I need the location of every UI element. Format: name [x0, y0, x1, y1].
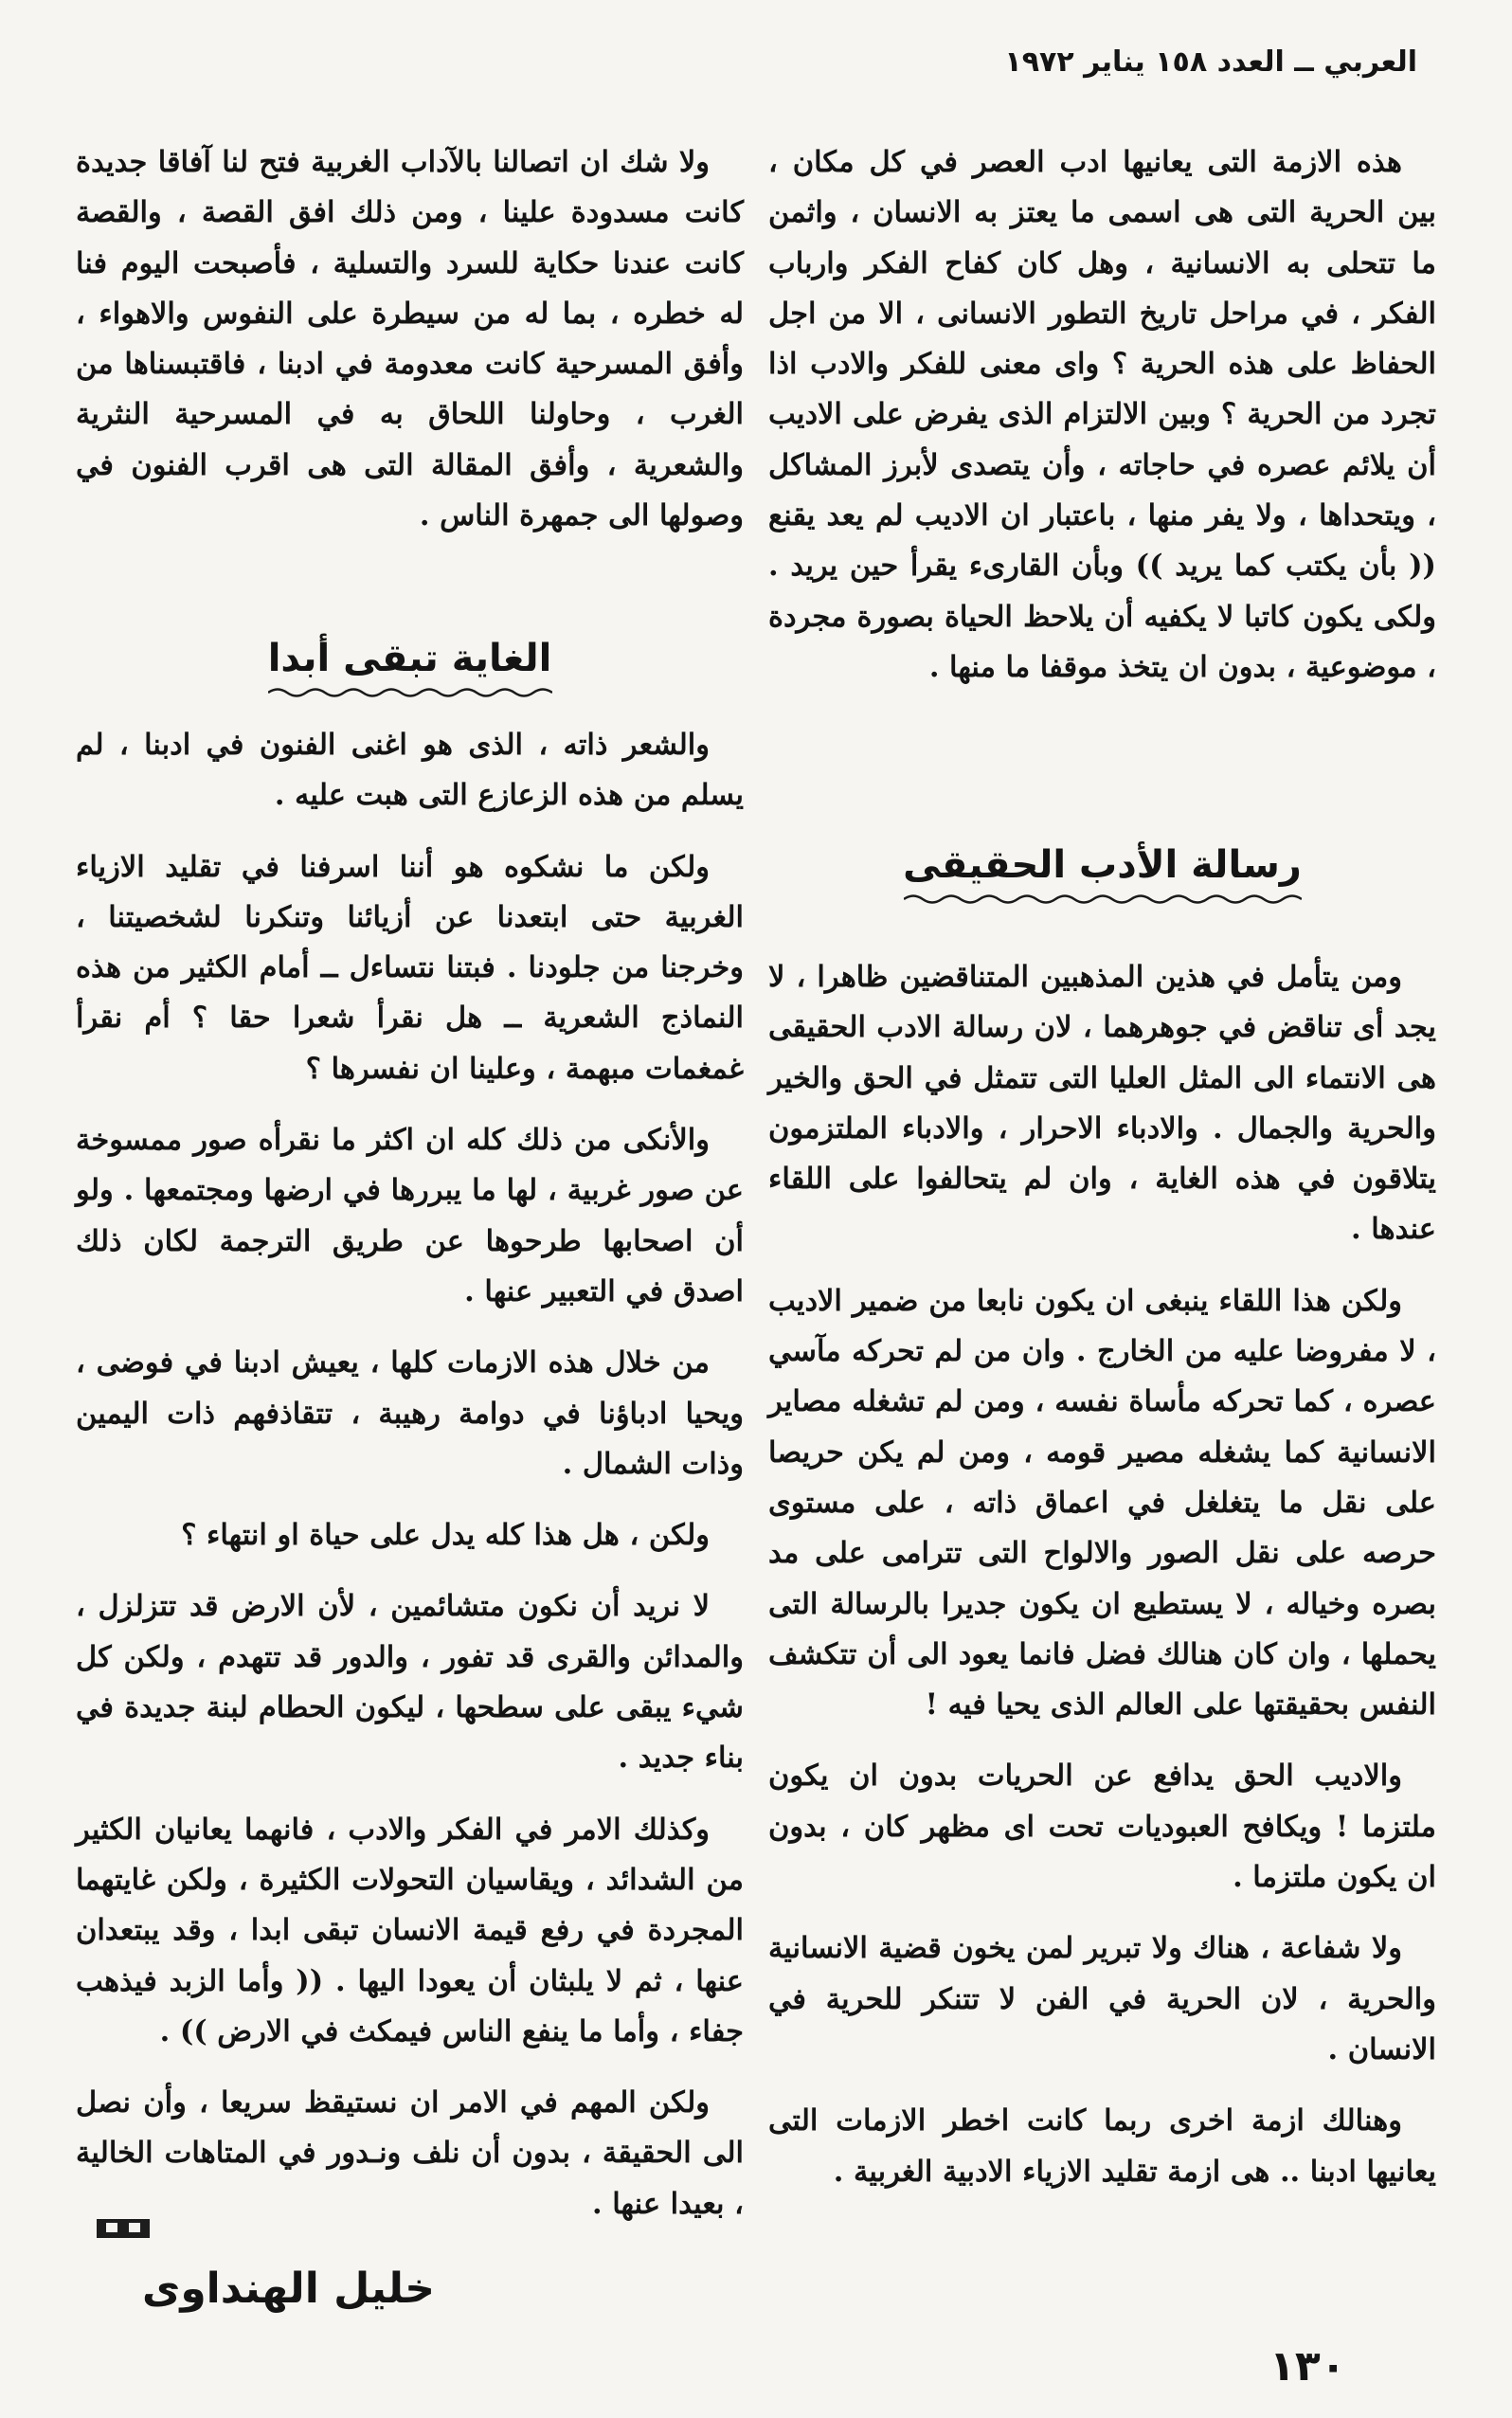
paragraph: وكذلك الامر في الفكر والادب ، فانهما يعانيان الكثير من الشدائد ، ويقاسيان التحولات الكثيرة ، ولكن غايتهما المجردة في رفع قيمة الانسان تبقى ابدا ، وقد يبتعدان عنها ، ثم لا يلبثان أن يعودا اليها . (( وأما الزبد فيذهب جفاء ، وأما ما ينفع الناس فيمكث في الارض )) . [76, 1812, 744, 2048]
end-of-article-mark-icon [97, 2219, 150, 2238]
paragraph: لا نريد أن نكون متشائمين ، لأن الارض قد تتزلزل ، والمدائن والقرى قد تفور ، والدور قد تتهدم ، ولكن كل شيء يبقى على سطحها ، ليكون الحطام لبنة جديدة في بناء جديد . [76, 1589, 744, 1776]
right-column-upper [768, 137, 1436, 713]
page-number: ١٣٠ [1269, 2342, 1346, 2391]
wavy-underline-icon [268, 686, 552, 699]
paragraph: ومن يتأمل في هذين المذهبين المتناقضين ظاهرا ، لا يجد أى تناقض في جوهرهما ، لان رسالة الادب الحقيقى هى الانتماء الى المثل العليا التى تتمثل في الحق والخير والحرية والجمال . والادباء الاحرار ، والادباء الملتزمون يتلاقون في هذه الغاية ، وان لم يتحالفوا على اللقاء عندها . [768, 960, 1436, 1247]
running-head: العربي ــ العدد ١٥٨ يناير ١٩٧٢ [1004, 45, 1417, 79]
paragraph: والاديب الحق يدافع عن الحريات بدون ان يكون ملتزما ! ويكافح العبوديات تحت اى مظهر كان ، بدون ان يكون ملتزما . [768, 1759, 1436, 1895]
paragraph: ولكن ما نشكوه هو أننا اسرفنا في تقليد الازياء الغربية حتى ابتعدنا عن أزيائنا وتنكرنا لشخصيتنا ، وخرجنا من جلودنا . فبتنا نتساءل ــ أمام الكثير من هذه النماذج الشعرية ــ هل نقرأ شعرا حقا ؟ أم نقرأ غمغمات مبهمة ، وعلينا ان نفسرها ؟ [76, 849, 744, 1086]
paragraph: ولكن المهم في الامر ان نستيقظ سريعا ، وأن نصل الى الحقيقة ، بدون أن نلف ونـدور في المتاهات الخالية ، بعيدا عنها . [76, 2085, 744, 2221]
right-column-lower [768, 952, 1436, 2218]
paragraph: ولكن ، هل هذا كله يدل على حياة او انتهاء ؟ [181, 1518, 710, 1553]
section-heading-text: الغاية تبقى أبدا [267, 637, 552, 680]
paragraph: والأنكى من ذلك كله ان اكثر ما نقرأه صور ممسوخة عن صور غربية ، لها ما يبررها في ارضها ومجتمعها . ولو أن اصحابها طرحوها عن طريق الترجمة لكان ذلك اصدق في التعبير عنها . [76, 1123, 744, 1308]
author-signature: خليل الهنداوى [142, 2265, 436, 2313]
section-heading-left [76, 637, 744, 720]
paragraph: ولا شفاعة ، هناك ولا تبرير لمن يخون قضية الانسانية والحرية ، لان الحرية في الفن لا تتنكر للحرية في الانسان . [768, 1931, 1436, 2066]
left-column-upper [76, 137, 744, 562]
paragraph: هذه الازمة التى يعانيها ادب العصر في كل مكان ، بين الحرية التى هى اسمى ما يعتز به الانسان ، واثمن ما تتحلى به الانسانية ، وهل كان كفاح الفكر وارباب الفكر ، في مراحل تاريخ التطور الانسانى ، الا من اجل الحفاظ على هذه الحرية ؟ واى معنى للفكر والادب اذا تجرد من الحرية ؟ وبين الالتزام الذى يفرض على الاديب أن يلائم عصره في حاجاته ، وأن يتصدى لأبرز المشاكل ، ويتحداها ، ولا يفر منها ، باعتبار ان الاديب لم يعد يقنع (( بأن يكتب كما يريد )) وبأن القارىء يقرأ حين يريد . ولكى يكون كاتبا لا يكفيه أن يلاحظ الحياة بصورة مجردة ، موضوعية ، بدون ان يتخذ موقفا ما منها . [768, 145, 1436, 684]
paragraph: والشعر ذاته ، الذى هو اغنى الفنون في ادبنا ، لم يسلم من هذه الزعازع التى هبت عليه . [76, 728, 744, 813]
paragraph: من خلال هذه الازمات كلها ، يعيش ادبنا في فوضى ، ويحيا ادباؤنا في دوامة رهيبة ، تتقاذفهم ذات اليمين وذات الشمال . [76, 1345, 744, 1481]
wavy-underline-icon [904, 893, 1302, 906]
paragraph: ولا شك ان اتصالنا بالآداب الغربية فتح لنا آفاقا جديدة كانت مسدودة علينا ، ومن ذلك افق القصة ، والقصة كانت عندنا حكاية للسرد والتسلية ، فأصبحت اليوم فنا له خطره ، بما له من سيطرة على النفوس والاهواء ، وأفق المسرحية كانت معدومة في ادبنا ، فاقتبسناها من الغرب ، وحاولنا اللحاق به في المسرحية النثرية والشعرية ، وأفق المقالة التى هى اقرب الفنون في وصولها الى جمهرة الناس . [76, 145, 744, 533]
paragraph: ولكن هذا اللقاء ينبغى ان يكون نابعا من ضمير الاديب ، لا مفروضا عليه من الخارج . وان من لم تحركه مآسي عصره ، كما تحركه مأساة نفسه ، ومن لم تشغله مصاير الانسانية كما يشغله مصير قومه ، ومن لم يكن حريصا على نقل ما يتغلغل في اعماق ذاته ، على مستوى حرصه على نقل الصور والالواح التى تترامى على مد بصره وخياله ، لا يستطيع ان يكون جديرا بالرسالة التى يحملها ، وان كان هنالك فضل فانما يعود الى أن تتكشف النفس بحقيقتها على العالم الذى يحيا فيه ! [768, 1283, 1436, 1723]
section-heading-right [768, 843, 1436, 927]
left-column-lower [76, 720, 744, 2250]
paragraph: وهنالك ازمة اخرى ربما كانت اخطر الازمات التى يعانيها ادبنا .. هى ازمة تقليد الازياء الادبية الغربية . [768, 2103, 1436, 2189]
section-heading-text: رسالة الأدب الحقيقى [903, 843, 1302, 887]
